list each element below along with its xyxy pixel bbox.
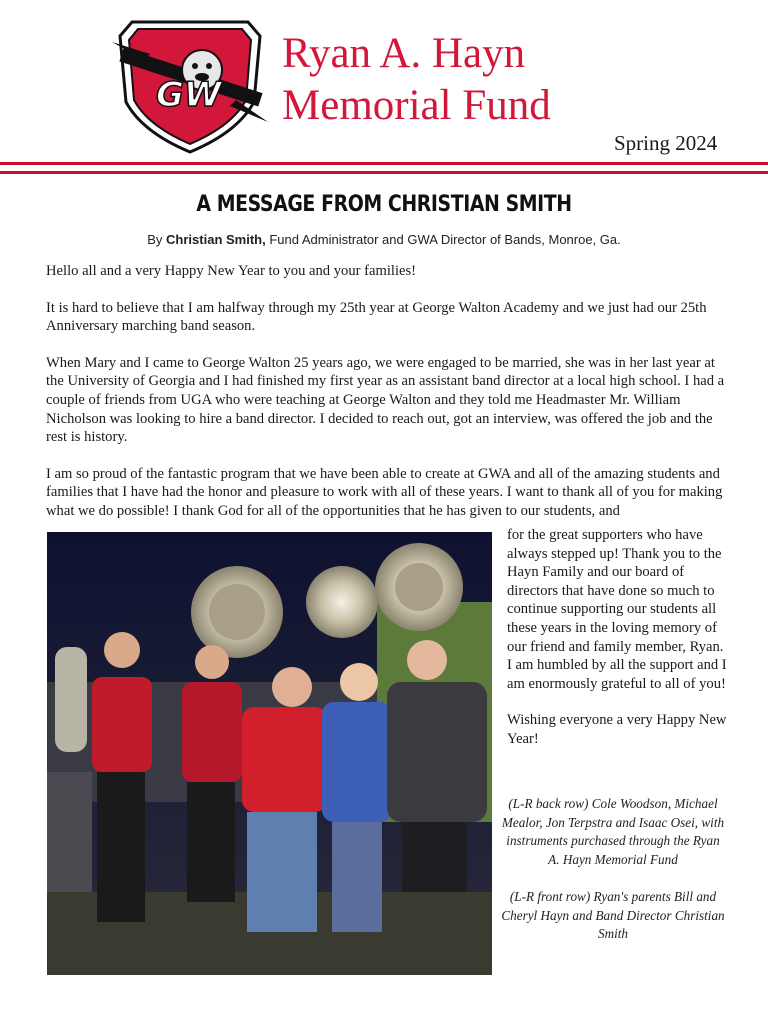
- title-line-1: Ryan A. Hayn: [282, 30, 526, 77]
- byline-author: Christian Smith,: [166, 232, 266, 247]
- gw-bulldog-logo: [110, 14, 270, 156]
- header-rule-bottom: [0, 171, 768, 174]
- paragraph-3: When Mary and I came to George Walton 25 years ago, we were engaged to be married, she was in her last year at the University of Georgia and I had finished my first year as an assistant band director at a local high school. I had a couple of friends from UGA who were teaching at George Walton and they told me Headmaster Mr. William Nicholson was looking to hire a band director. I decided to reach out, got an interview, was offered the job and the rest is history.: [46, 354, 725, 446]
- paragraph-6: Wishing everyone a very Happy New Year!: [507, 712, 727, 747]
- newsletter-title: [282, 28, 551, 132]
- article-body: [46, 262, 726, 539]
- article-byline: [0, 232, 768, 247]
- paragraph-5: for the great supporters who have always stepped up! Thank you to the Hayn Family and our board of directors that have done so much to continue supporting our students all these years in the loving memory of our friend and family member, Ryan. I am humbled by all the support and I am enormously grateful to all of you!: [507, 527, 727, 692]
- paragraph-2: It is hard to believe that I am halfway through my 25th year at George Walton Academy and we just had our 25th Anniversary marching band season.: [46, 299, 707, 335]
- article-headline: A MESSAGE FROM CHRISTIAN SMITH: [196, 192, 572, 217]
- byline-prefix: By: [147, 232, 167, 247]
- header-rule-top: [0, 162, 768, 165]
- photo-caption-back-row: (L-R back row) Cole Woodson, Michael Mealor, Jon Terpstra and Isaac Osei, with instruments purchased through the Ryan A. Hayn Memorial Fund: [501, 796, 725, 867]
- article-sidebar-text: [507, 526, 729, 767]
- issue-date: Spring 2024: [614, 131, 718, 155]
- band-photo: [47, 532, 492, 975]
- photo-caption-front-row: (L-R front row) Ryan's parents Bill and Cheryl Hayn and Band Director Christian Smith: [501, 889, 725, 942]
- title-line-2: Memorial Fund: [282, 82, 551, 129]
- logo-lettering: GW: [156, 75, 222, 115]
- byline-role: Fund Administrator and GWA Director of Bands, Monroe, Ga.: [265, 232, 621, 247]
- paragraph-4: I am so proud of the fantastic program that we have been able to create at GWA and all of the amazing students and families that I have had the honor and pleasure to work with all of these years. I want to thank all of you for making what we do possible! I thank God for all of the opportunities that he has given to our students, and: [46, 465, 723, 519]
- paragraph-1: Hello all and a very Happy New Year to you and your families!: [46, 263, 417, 279]
